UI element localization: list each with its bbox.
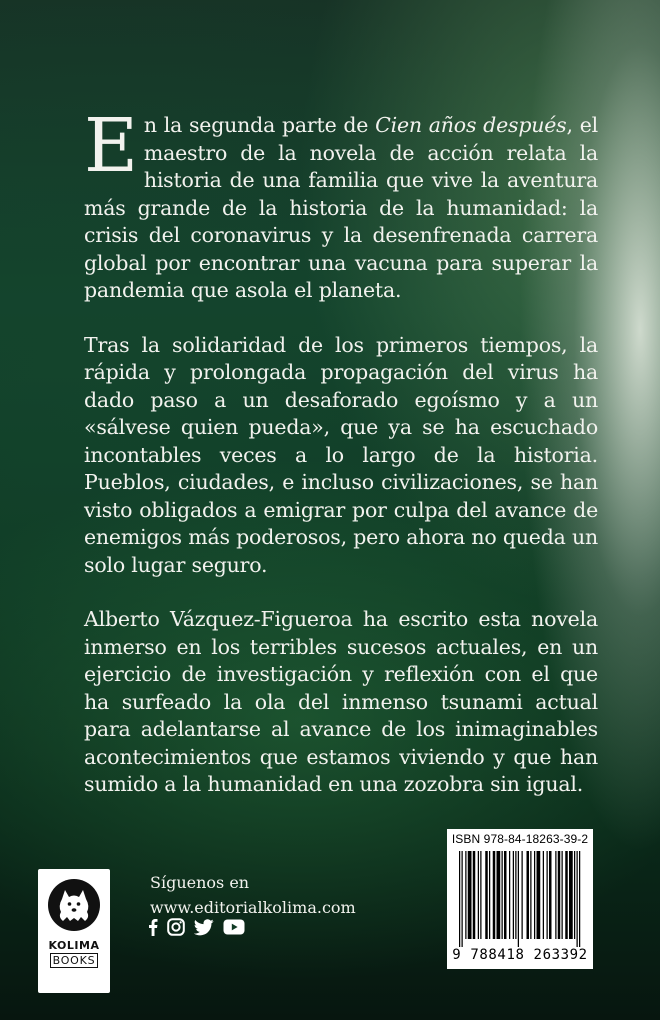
kolima-books-logo xyxy=(38,869,110,993)
barcode-bar xyxy=(459,851,460,947)
facebook-icon[interactable] xyxy=(148,918,158,936)
social-icons xyxy=(148,918,245,936)
barcode-bar xyxy=(527,851,530,939)
barcode-bar xyxy=(558,851,561,939)
barcode-digits: 9 788418 263392 xyxy=(452,947,588,963)
barcode-bar xyxy=(478,851,479,939)
barcode-bar xyxy=(497,851,501,939)
barcode-bar xyxy=(565,851,568,939)
follow-label: Síguenos en xyxy=(150,873,250,892)
barcode-bar xyxy=(502,851,503,939)
barcode-bar xyxy=(543,851,544,939)
barcode-bar xyxy=(485,851,488,939)
barcode-bar xyxy=(577,851,578,947)
blurb-p1-rest: , el maestro de la novela de acción relata la historia de una familia que vive la aventura más grande de la historia de la humanidad: la crisis del coronavirus y la desenfrenada carrera global por encontrar una vacuna para superar la pandemia que asola el planeta. xyxy=(84,113,599,302)
blurb-p1-start: n la segunda parte de xyxy=(143,113,376,137)
barcode-bar xyxy=(562,851,563,939)
isbn-barcode xyxy=(447,829,593,969)
drop-cap: E xyxy=(84,103,138,189)
publisher-website[interactable]: www.editorialkolima.com xyxy=(150,898,356,917)
barcode-bar xyxy=(515,851,516,939)
barcode-bar xyxy=(473,851,476,939)
logo-text-books: BOOKS xyxy=(50,953,99,968)
barcode-bar xyxy=(579,851,580,947)
youtube-icon[interactable] xyxy=(223,919,245,935)
barcode-bar xyxy=(465,851,466,939)
barcode-bar xyxy=(555,851,556,939)
instagram-icon[interactable] xyxy=(167,918,185,936)
blurb-paragraph-3: Alberto Vázquez-Figueroa ha escrito esta novela inmerso en los terribles sucesos actuales, en un ejercicio de investigación y reflexión con el que ha surfeado la ola del inmenso tsunami actual para adelantarse al avance de los inimaginables acontecimientos que estamos viviendo y que han sumido a la humanidad en una zozobra sin igual. xyxy=(84,607,598,796)
barcode-bars xyxy=(453,851,587,947)
barcode-bar xyxy=(462,851,463,947)
blurb-paragraph-2: Tras la solidaridad de los primeros tiempos, la rápida y prolongada propagación del virus ha dado paso a un desaforado egoísmo y a un «sálvese quien pueda», que ya se ha escuchado incontables veces a lo largo de la historia. Pueblos, ciudades, e incluso civilizaciones, se han visto obligados a emigrar por culpa del avance de enemigos más poderosos, pero ahora no queda un solo lugar seguro. xyxy=(84,332,598,577)
dog-emblem-icon xyxy=(48,879,100,931)
barcode-bar xyxy=(504,851,507,939)
barcode-bar xyxy=(493,851,496,939)
barcode-bar xyxy=(518,851,519,947)
book-title: Cien años después xyxy=(375,113,567,137)
barcode-bar xyxy=(480,851,481,939)
barcode-bar xyxy=(468,851,472,939)
barcode-bar xyxy=(489,851,490,939)
barcode-bar xyxy=(569,851,573,939)
barcode-bar xyxy=(534,851,535,939)
barcode-bar xyxy=(537,851,541,939)
barcode-bar xyxy=(522,851,523,939)
barcode-bar xyxy=(574,851,575,939)
logo-text-kolima: KOLIMA xyxy=(48,939,100,952)
barcode-bar xyxy=(549,851,552,939)
twitter-icon[interactable] xyxy=(194,919,214,936)
isbn-label: ISBN 978-84-18263-39-2 xyxy=(451,832,589,846)
barcode-bar xyxy=(509,851,510,939)
barcode-bar xyxy=(513,851,514,939)
barcode-bar xyxy=(547,851,548,939)
blurb-paragraph-1 xyxy=(84,103,599,305)
follow-us-block xyxy=(150,870,356,920)
back-cover-blurb xyxy=(84,103,599,826)
barcode-bar xyxy=(530,851,531,939)
